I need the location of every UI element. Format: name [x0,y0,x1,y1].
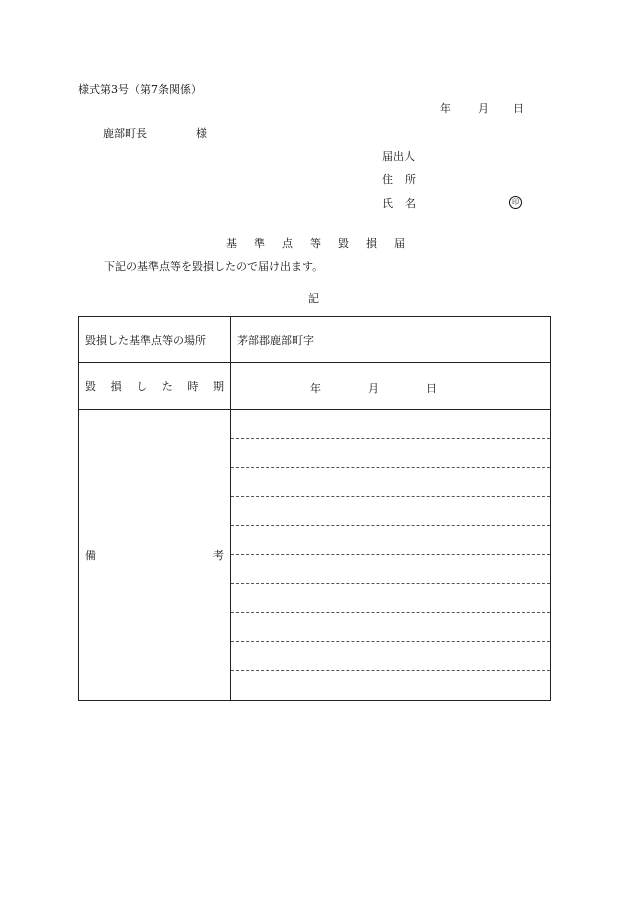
remarks-label [79,547,230,563]
remarks-line[interactable] [231,439,550,468]
remarks-label-char: 考 [213,549,224,562]
notifier-label: 届出人 [382,150,415,163]
time-label-cell [79,363,231,410]
remarks-line[interactable] [231,642,550,671]
table-row-time [79,363,551,410]
remarks-line[interactable] [231,584,550,613]
name-label-2: 名 [405,197,416,210]
remarks-line[interactable] [231,410,550,439]
intro-text: 下記の基準点等を毀損したので届け出ます。 [104,260,324,273]
date-month-label: 月 [478,102,489,115]
addressee: 鹿部町長 [103,127,147,140]
time-value-cell[interactable] [231,363,551,410]
seal-mark [509,194,522,209]
title-char: 基 [226,237,237,250]
time-label [79,378,230,394]
addressee-honorific: 様 [196,127,207,140]
remarks-label-cell [79,410,231,701]
time-label-char: 毀 [85,380,96,393]
form-number: 様式第3号（第7条関係） [78,83,202,96]
address-label-2: 所 [405,173,416,186]
seal-icon: 印 [509,196,522,209]
title-char: 損 [366,237,377,250]
remarks-cell[interactable] [231,410,551,701]
remarks-line[interactable] [231,526,550,555]
time-label-char: 時 [187,380,199,393]
time-label-char: た [161,380,173,393]
title-char: 届 [394,237,405,250]
remarks-lines [231,410,550,700]
time-year-label: 年 [310,382,321,395]
time-label-char: 期 [212,380,224,393]
document-title [226,235,405,251]
table-row-location [79,317,551,363]
remarks-line[interactable] [231,468,550,497]
time-label-char: 損 [110,380,122,393]
address-label-1: 住 [382,173,393,186]
location-label: 毀損した基準点等の場所 [85,333,206,347]
time-day-label: 日 [426,382,437,395]
title-char: 点 [282,237,293,250]
name-label-1: 氏 [382,197,393,210]
remarks-line[interactable] [231,555,550,584]
remarks-line[interactable] [231,671,550,700]
time-month-label: 月 [368,382,379,395]
title-char: 等 [310,237,321,250]
remarks-label-char: 備 [85,549,96,562]
location-value: 茅部郡鹿部町字 [237,333,314,347]
title-char: 毀 [338,237,349,250]
location-label-cell [79,317,231,363]
remarks-line[interactable] [231,613,550,642]
remarks-line[interactable] [231,497,550,526]
date-year-label: 年 [440,102,451,115]
location-value-cell[interactable] [231,317,551,363]
ki-label: 記 [308,292,319,305]
title-char: 準 [254,237,265,250]
time-label-char: し [136,380,148,393]
date-day-label: 日 [513,102,524,115]
details-table [78,316,551,701]
table-row-remarks [79,410,551,701]
